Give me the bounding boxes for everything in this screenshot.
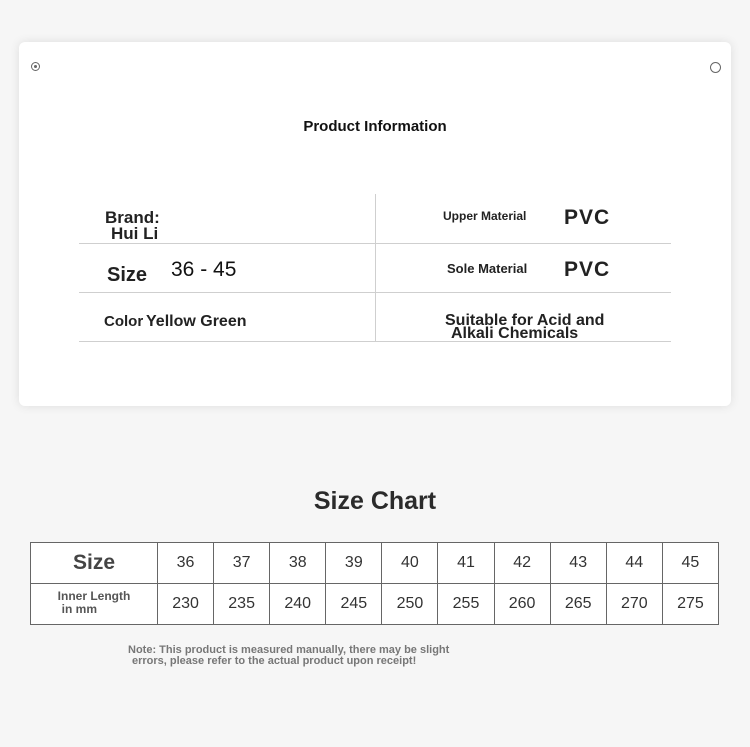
- size-cell: 43: [550, 543, 606, 584]
- length-cell: 240: [270, 584, 326, 625]
- length-cell: 265: [550, 584, 606, 625]
- size-cell: 45: [662, 543, 718, 584]
- pin-icon: [710, 62, 721, 73]
- upper-material-value: PVC: [564, 206, 611, 229]
- size-header: Size: [72, 551, 116, 574]
- color-label: Color: [104, 313, 144, 330]
- divider: [375, 194, 376, 342]
- size-cell: 36: [158, 543, 214, 584]
- length-cell: 250: [382, 584, 438, 625]
- size-label: Size: [107, 264, 148, 286]
- size-cell: 41: [438, 543, 494, 584]
- length-header-line1: Inner Length: [57, 589, 131, 603]
- measurement-note: [128, 645, 449, 667]
- size-cell: 38: [270, 543, 326, 584]
- note-line1: Note: This product is measured manually, there may be slight: [128, 644, 450, 656]
- sole-material-label: Sole Material: [447, 261, 528, 276]
- note-line2: errors, please refer to the actual product upon receipt!: [132, 655, 417, 667]
- table-row: [31, 543, 719, 584]
- pin-icon: [31, 62, 40, 71]
- size-cell: 42: [494, 543, 550, 584]
- size-cell: 37: [214, 543, 270, 584]
- length-header-cell: [31, 584, 158, 625]
- feature-line1: Suitable for Acid and: [445, 312, 605, 329]
- length-cell: 255: [438, 584, 494, 625]
- product-info-title: Product Information: [303, 118, 447, 135]
- sole-material-value: PVC: [564, 258, 611, 281]
- color-value: Yellow Green: [146, 313, 247, 330]
- length-cell: 270: [606, 584, 662, 625]
- length-header-line2: in mm: [61, 602, 97, 616]
- size-value: 36 - 45: [171, 258, 237, 281]
- length-cell: 235: [214, 584, 270, 625]
- upper-material-label: Upper Material: [443, 209, 527, 223]
- product-info-card: [19, 42, 731, 406]
- info-grid: [79, 194, 671, 342]
- size-cell: 44: [606, 543, 662, 584]
- size-cell: 40: [382, 543, 438, 584]
- size-chart-title: Size Chart: [313, 487, 437, 515]
- length-cell: 230: [158, 584, 214, 625]
- length-cell: 260: [494, 584, 550, 625]
- size-header-cell: [31, 543, 158, 584]
- brand-value: Hui Li: [111, 224, 159, 243]
- feature-line2: Alkali Chemicals: [451, 325, 579, 342]
- size-chart-table: [30, 542, 719, 625]
- table-row: [31, 584, 719, 625]
- brand-label: Brand:: [105, 208, 160, 227]
- length-cell: 275: [662, 584, 718, 625]
- length-cell: 245: [326, 584, 382, 625]
- size-cell: 39: [326, 543, 382, 584]
